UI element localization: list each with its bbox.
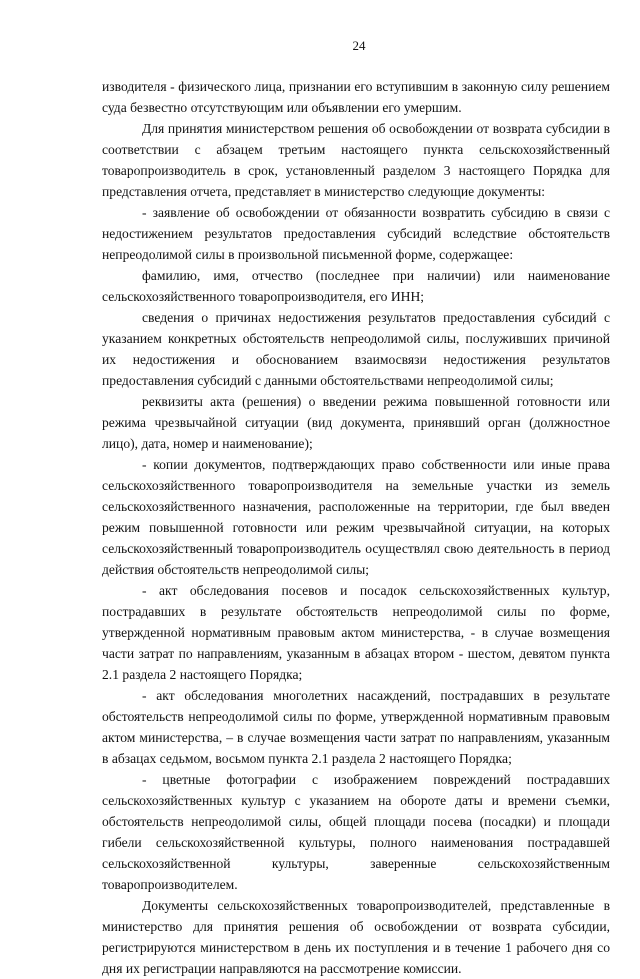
paragraph-land-rights: - копии документов, подтверждающих право собственности или иные права сельскохозяйственного товаропроизводителя на земельные участки из земель сельскохозяйственного назначения, расположенные на территории, где был введен режим повышенной готовности или режим чрезвычайной ситуации, на которых сельскохозяйственный товаропроизводитель осуществлял свою деятельность в период действия обстоятельств непреодолимой силы; xyxy=(102,457,610,577)
paragraph-act-details: реквизиты акта (решения) о введении режима повышенной готовности или режима чрезвычайной ситуации (вид документа, принявший орган (должностное лицо), дата, номер и наименование); xyxy=(102,394,610,451)
paragraph-perennial-inspection-act: - акт обследования многолетних насаждений, пострадавших в результате обстоятельств непреодолимой силы по форме, утвержденной нормативным правовым актом министерства, – в случае возмещения части затрат по направлениям, указанным в абзацах седьмом, восьмом пункта 2.1 раздела 2 настоящего Порядка; xyxy=(102,688,610,766)
paragraph-photographs: - цветные фотографии с изображением повреждений пострадавших сельскохозяйственных культур с указанием на обороте даты и времени съемки, обстоятельств непреодолимой силы, общей площади посева (посадки) и площади гибели сельскохозяйственной культуры, полного наименования пострадавшей сельскохозяйственной культуры, заверенные сельскохозяйственным товаропроизводителем. xyxy=(102,772,610,892)
paragraph-document-submission: Для принятия министерством решения об освобождении от возврата субсидии в соответствии с абзацем третьим настоящего пункта сельскохозяйственный товаропроизводитель в срок, установленный разделом 3 настоящего Порядка для представления отчета, представляет в министерство следующие документы: xyxy=(102,121,610,199)
page-number: 24 xyxy=(352,38,366,53)
paragraph-application: - заявление об освобождении от обязанности возвратить субсидию в связи с недостижением результатов предоставления субсидий вследствие обстоятельств непреодолимой силы в произвольной письменной форме, содержащее: xyxy=(102,205,610,262)
paragraph-registration: Документы сельскохозяйственных товаропроизводителей, представленные в министерство для принятия решения об освобождении от возврата субсидии, регистрируются министерством в день их поступления и в течение 1 рабочего дня со дня их регистрации направляются на рассмотрение комиссии. xyxy=(102,898,610,976)
paragraph-applicant-name: фамилию, имя, отчество (последнее при наличии) или наименование сельскохозяйственного товаропроизводителя, его ИНН; xyxy=(102,268,610,304)
paragraph-continuation: изводителя - физического лица, признании его вступившим в законную силу решением суда безвестно отсутствующим или объявлении его умершим. xyxy=(102,79,610,115)
paragraph-reasons: сведения о причинах недостижения результатов предоставления субсидий с указанием конкретных обстоятельств непреодолимой силы, послуживших причиной их недостижения и обоснованием взаимосвязи недостижения результатов предоставления субсидий с данными обстоятельствами непреодолимой силы; xyxy=(102,310,610,388)
document-body xyxy=(102,76,610,979)
paragraph-crop-inspection-act: - акт обследования посевов и посадок сельскохозяйственных культур, пострадавших в результате обстоятельств непреодолимой силы по форме, утвержденной нормативным правовым актом министерства, - в случае возмещения части затрат по направлениям, указанным в абзацах втором - шестом, девятом пункта 2.1 раздела 2 настоящего Порядка; xyxy=(102,583,610,682)
